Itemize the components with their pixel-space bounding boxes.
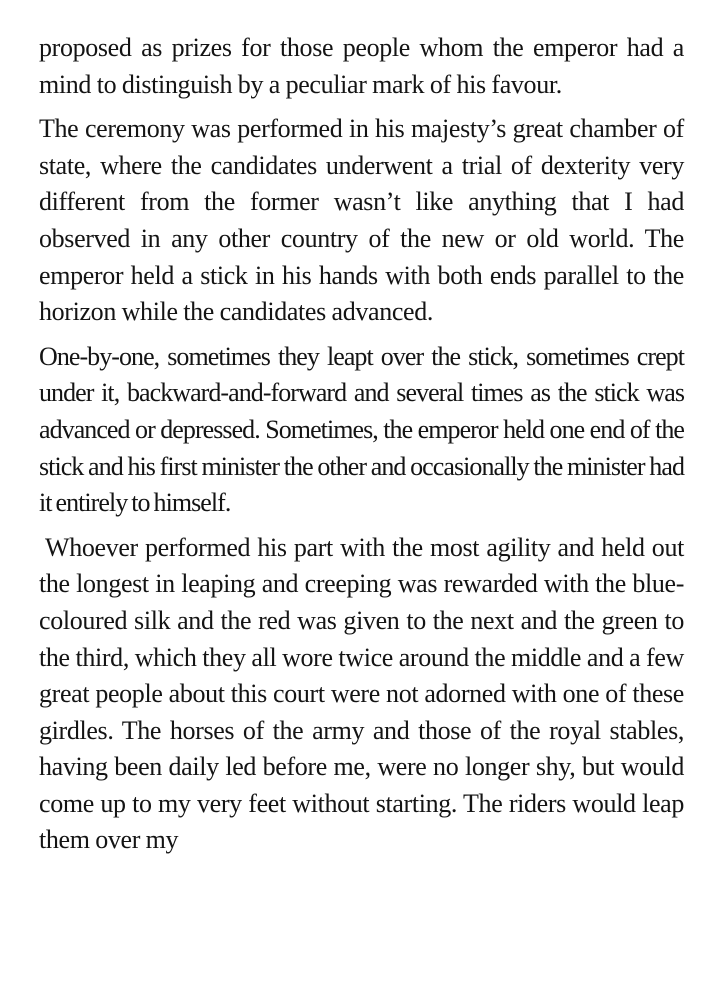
paragraph-2: The ceremony was performed in his majesty’s great chamber of state, where the candidates underwent a trial of dexterity very different from the former wasn’t like anything that I had observed in any other country of the new or old world. The emperor held a stick in his hands with both ends parallel to the horizon while the candidates advanced. [39, 114, 684, 327]
paragraph-3: One-by-one, sometimes they leapt over the stick, sometimes crept under it, backward-and-forward and several times as the stick was advanced or depressed. Sometimes, the emperor held one end of the stick and his first minister the other and occasionally the minister had it entirely to himself. [39, 341, 684, 518]
page-text [39, 30, 684, 867]
paragraph-4: Whoever performed his part with the most agility and held out the longest in leaping and creeping was rewarded with the blue-coloured silk and the red was given to the next and the green to the third, which they all wore twice around the middle and a few great people about this court were not adorned with one of these girdles. The horses of the army and those of the royal stables, having been daily led before me, were no longer shy, but would come up to my very feet without starting. The riders would leap them over my [39, 532, 684, 855]
paragraph-1: proposed as prizes for those people whom the emperor had a mind to distinguish by a peculiar mark of his favour. [39, 33, 684, 99]
